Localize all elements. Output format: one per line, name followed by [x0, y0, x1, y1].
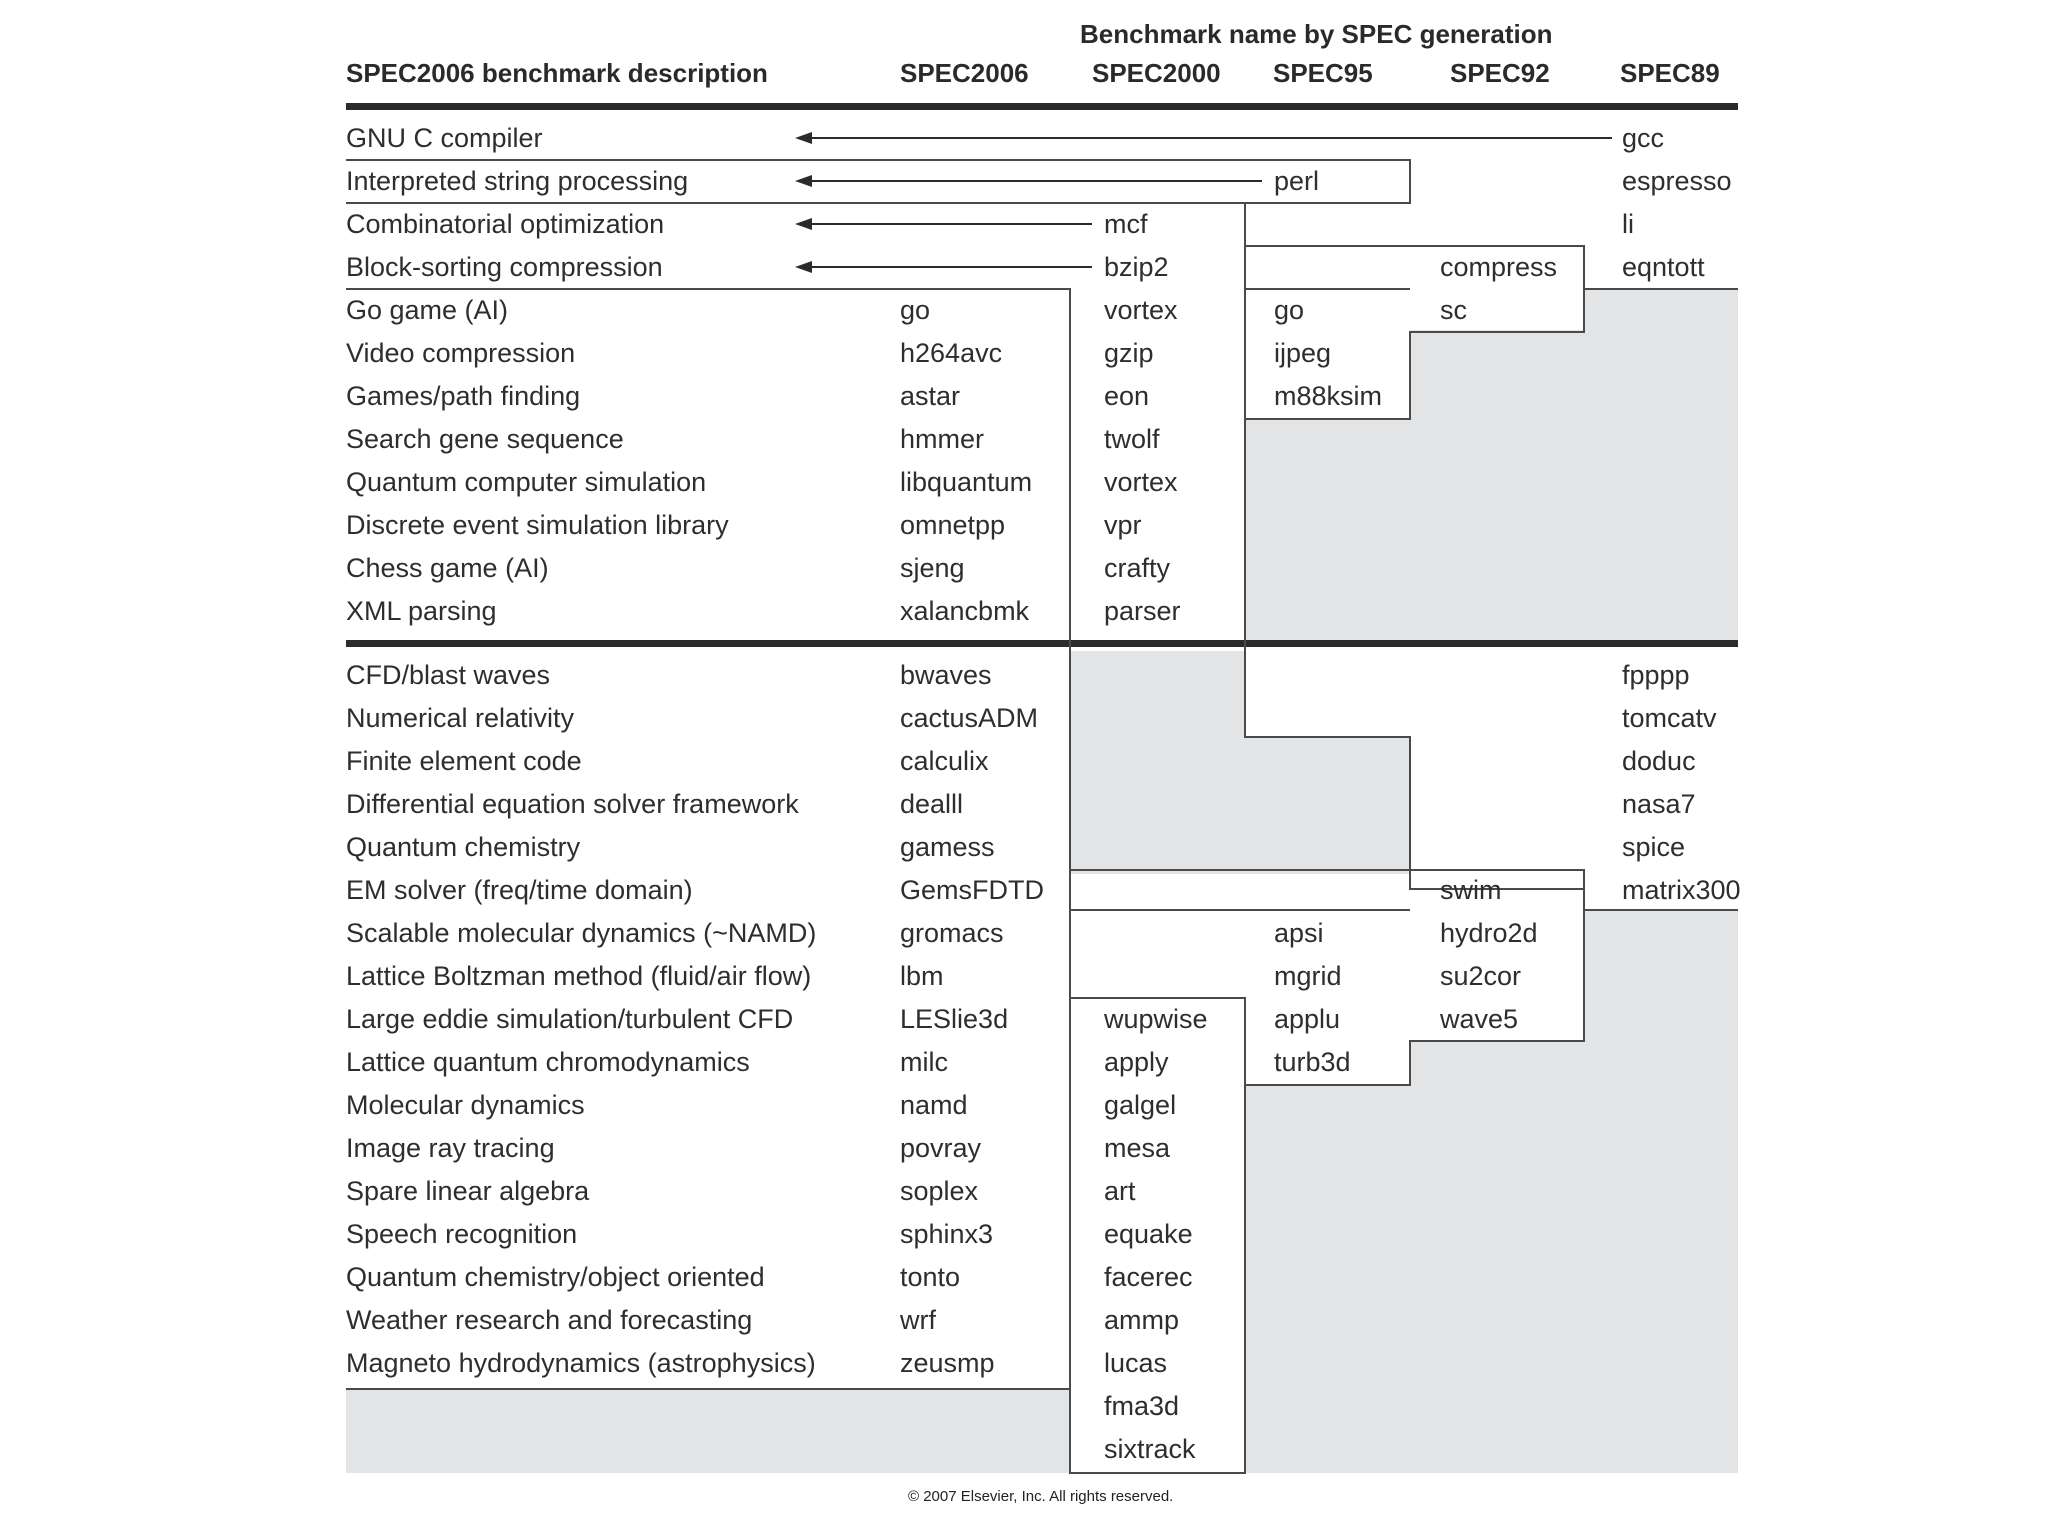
- spec89-benchmark: eqntott: [1622, 252, 1705, 282]
- arrow-perl: [795, 175, 1262, 187]
- spec2006-benchmark: milc: [900, 1047, 948, 1077]
- spec2006-benchmark: xalancbmk: [900, 596, 1030, 626]
- arrow-mcf: [795, 218, 1092, 230]
- spec2000-benchmark: art: [1104, 1176, 1136, 1206]
- spec2006-benchmark: bwaves: [900, 660, 992, 690]
- shade-spec92-top: [1245, 419, 1410, 643]
- shade-desc-bottom: [346, 1389, 1070, 1473]
- spec2006-benchmark: sphinx3: [900, 1219, 994, 1249]
- spec2006-benchmark: tonto: [900, 1262, 961, 1292]
- spec2006-benchmark: libquantum: [900, 467, 1033, 497]
- spec2000-benchmark: wupwise: [1104, 1004, 1208, 1034]
- spec2006-benchmark: LESlie3d: [900, 1004, 1009, 1034]
- benchmark-description: Image ray tracing: [346, 1133, 555, 1163]
- benchmark-description: Quantum chemistry: [346, 832, 581, 862]
- spec2006-benchmark: go: [900, 295, 931, 325]
- benchmark-description: Weather research and forecasting: [346, 1305, 753, 1335]
- copyright: © 2007 Elsevier, Inc. All rights reserved.: [908, 1488, 1174, 1505]
- spec89-benchmark: li: [1622, 209, 1634, 239]
- benchmark-description: Block-sorting compression: [346, 252, 663, 282]
- shade-spec95-bottom: [1245, 1085, 1410, 1473]
- spec89-benchmark: gcc: [1622, 123, 1665, 153]
- spec92-benchmark: hydro2d: [1440, 918, 1538, 948]
- benchmark-description: Finite element code: [346, 746, 582, 776]
- spec2000-benchmark: sixtrack: [1104, 1434, 1196, 1464]
- benchmark-description: Quantum computer simulation: [346, 467, 707, 497]
- header-col-spec2006: SPEC2006: [900, 58, 1029, 88]
- benchmark-description: Combinatorial optimization: [346, 209, 665, 239]
- spec2000-benchmark: apply: [1104, 1047, 1169, 1077]
- header-col-desc: SPEC2006 benchmark description: [346, 58, 768, 88]
- spec2000-benchmark: parser: [1104, 596, 1181, 626]
- spec2006-benchmark: lbm: [900, 961, 944, 991]
- benchmark-description: CFD/blast waves: [346, 660, 551, 690]
- spec95-benchmark: applu: [1274, 1004, 1341, 1034]
- benchmark-description: EM solver (freq/time domain): [346, 875, 693, 905]
- spec2006-benchmark: GemsFDTD: [900, 875, 1044, 905]
- shade-spec89-bottom: [1584, 910, 1738, 1473]
- benchmark-description: Large eddie simulation/turbulent CFD: [346, 1004, 794, 1034]
- benchmark-description: GNU C compiler: [346, 123, 543, 153]
- spec95-benchmark: turb3d: [1274, 1047, 1351, 1077]
- spec89-benchmark: nasa7: [1622, 789, 1696, 819]
- benchmark-description: Differential equation solver framework: [346, 789, 799, 819]
- spec2000-benchmark: vortex: [1104, 295, 1178, 325]
- benchmark-description: Spare linear algebra: [346, 1176, 590, 1206]
- spec2000-benchmark: ammp: [1104, 1305, 1180, 1335]
- spec2000-benchmark: bzip2: [1104, 252, 1169, 282]
- spec95-benchmark: go: [1274, 295, 1305, 325]
- header-col-spec95: SPEC95: [1273, 58, 1373, 88]
- spec2000-benchmark: eon: [1104, 381, 1150, 411]
- spec2006-benchmark: omnetpp: [900, 510, 1006, 540]
- benchmark-description: Search gene sequence: [346, 424, 624, 454]
- column-spec2006: [899, 295, 1044, 1378]
- spec2000-benchmark: galgel: [1104, 1090, 1177, 1120]
- spec92-benchmark: swim: [1440, 875, 1502, 905]
- header-rule: [346, 103, 1738, 110]
- spec2006-benchmark: gamess: [900, 832, 995, 862]
- spec2006-benchmark: wrf: [900, 1305, 936, 1335]
- spec2000-benchmark: gzip: [1104, 338, 1154, 368]
- benchmark-description: Numerical relativity: [346, 703, 575, 733]
- benchmark-description: Go game (AI): [346, 295, 509, 325]
- spec89-benchmark: doduc: [1622, 746, 1696, 776]
- benchmark-description: Games/path finding: [346, 381, 581, 411]
- spec2006-benchmark: h264avc: [900, 338, 1003, 368]
- spec2000-benchmark: lucas: [1104, 1348, 1168, 1378]
- spec2000-benchmark: twolf: [1104, 424, 1160, 454]
- spec2006-benchmark: astar: [900, 381, 961, 411]
- spec2000-benchmark: equake: [1104, 1219, 1193, 1249]
- spec89-benchmark: espresso: [1622, 166, 1732, 196]
- benchmark-description: Quantum chemistry/object oriented: [346, 1262, 765, 1292]
- spec95-benchmark: apsi: [1274, 918, 1324, 948]
- spec2000-benchmark: mcf: [1104, 209, 1148, 239]
- spec2000-benchmark: crafty: [1104, 553, 1171, 583]
- spec2006-benchmark: calculix: [900, 746, 989, 776]
- spec2006-benchmark: gromacs: [900, 918, 1004, 948]
- spec2006-benchmark: namd: [900, 1090, 968, 1120]
- header-super-title: Benchmark name by SPEC generation: [1080, 19, 1553, 49]
- spec2000-benchmark: vpr: [1104, 510, 1142, 540]
- column-descriptions: [346, 123, 816, 1378]
- spec89-benchmark: spice: [1622, 832, 1686, 862]
- spec92-benchmark: compress: [1440, 252, 1558, 282]
- benchmark-description: Lattice quantum chromodynamics: [346, 1047, 750, 1077]
- shade-spec2000-fp: [1070, 651, 1245, 874]
- spec89-benchmark: tomcatv: [1622, 703, 1717, 733]
- spec89-benchmark: matrix300: [1622, 875, 1741, 905]
- spec2006-benchmark: dealll: [900, 789, 964, 819]
- benchmark-description: Video compression: [346, 338, 576, 368]
- spec2006-benchmark: cactusADM: [900, 703, 1039, 733]
- header-col-spec89: SPEC89: [1620, 58, 1720, 88]
- benchmark-description: Discrete event simulation library: [346, 510, 729, 540]
- benchmark-description: Lattice Boltzman method (fluid/air flow): [346, 961, 812, 991]
- benchmark-description: Interpreted string processing: [346, 166, 689, 196]
- spec2006-benchmark: soplex: [900, 1176, 979, 1206]
- spec2000-benchmark: fma3d: [1104, 1391, 1180, 1421]
- benchmark-description: XML parsing: [346, 596, 497, 626]
- spec95-benchmark: ijpeg: [1274, 338, 1332, 368]
- benchmark-description: Chess game (AI): [346, 553, 549, 583]
- arrow-bzip2: [795, 261, 1092, 273]
- spec2000-benchmark: facerec: [1104, 1262, 1193, 1292]
- spec95-benchmark: m88ksim: [1274, 381, 1383, 411]
- shade-spec95-fp: [1245, 737, 1410, 874]
- benchmark-description: Scalable molecular dynamics (~NAMD): [346, 918, 817, 948]
- spec2006-benchmark: hmmer: [900, 424, 985, 454]
- int-fp-divider: [346, 640, 1738, 647]
- benchmark-description: Speech recognition: [346, 1219, 578, 1249]
- spec92-benchmark: sc: [1440, 295, 1467, 325]
- spec95-benchmark: mgrid: [1274, 961, 1342, 991]
- spec2006-benchmark: povray: [900, 1133, 982, 1163]
- spec92-benchmark: su2cor: [1440, 961, 1522, 991]
- shade-spec89-top: [1584, 289, 1738, 643]
- spec2000-benchmark: mesa: [1104, 1133, 1171, 1163]
- spec89-benchmark: fpppp: [1622, 660, 1690, 690]
- arrow-gcc: [795, 132, 1612, 144]
- header-col-spec2000: SPEC2000: [1092, 58, 1221, 88]
- spec92-benchmark: wave5: [1440, 1004, 1519, 1034]
- header-col-spec92: SPEC92: [1450, 58, 1550, 88]
- benchmark-description: Molecular dynamics: [346, 1090, 585, 1120]
- spec95-benchmark: perl: [1274, 166, 1320, 196]
- spec2000-benchmark: vortex: [1104, 467, 1178, 497]
- shade-spec95-92-top: [1410, 330, 1584, 643]
- spec2006-benchmark: zeusmp: [900, 1348, 995, 1378]
- spec2006-benchmark: sjeng: [900, 553, 965, 583]
- benchmark-description: Magneto hydrodynamics (astrophysics): [346, 1348, 816, 1378]
- shade-spec92-bottom: [1410, 1041, 1584, 1473]
